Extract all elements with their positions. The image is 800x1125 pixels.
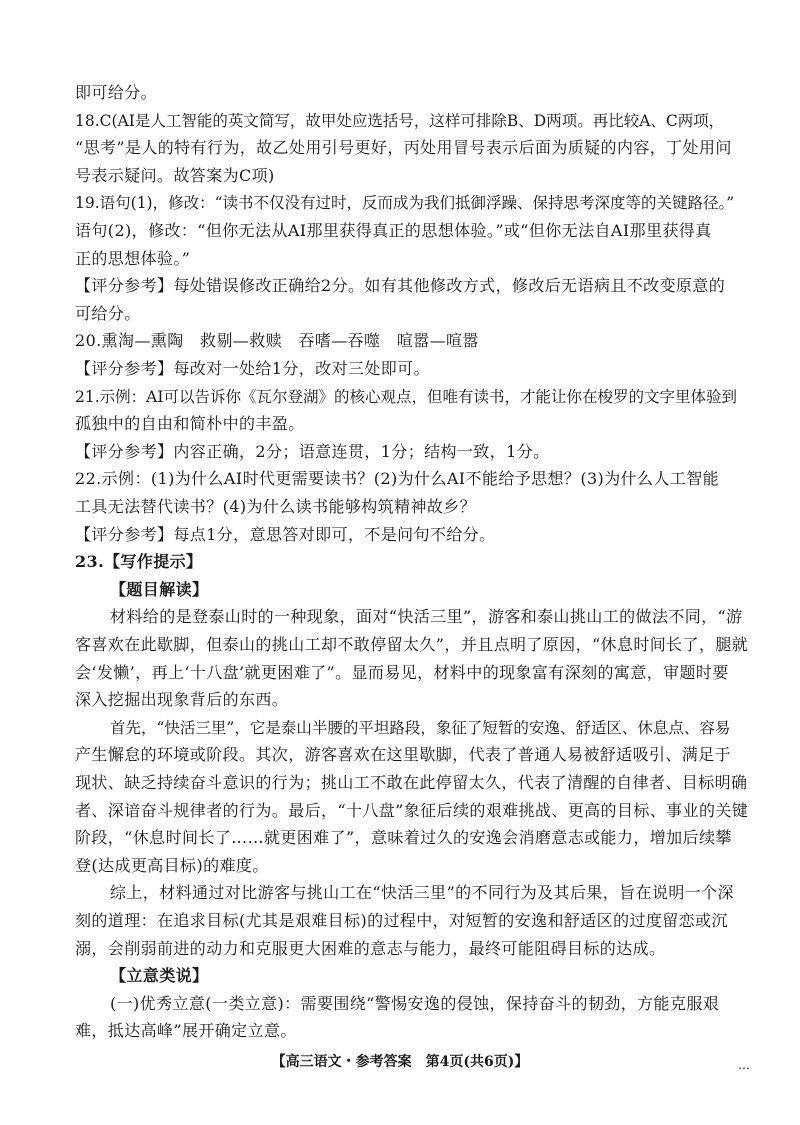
question-18-line: 18.C(AI是人工智能的英文简写，故甲处应选括号，这样可排除B、D两项。再比较A、C两项， — [75, 111, 725, 130]
text-line: 可给分。 — [75, 303, 141, 323]
paragraph-line: 阶段，“休息时间长了……就更困难了”，意味着过久的安逸会消磨意志或能力，增加后续攀 — [75, 828, 732, 848]
text-line: 孤独中的自由和简朴中的丰盈。 — [75, 414, 305, 434]
section-heading: 【题目解读】 — [110, 579, 209, 599]
question-19-line: 19.语句(1)，修改：“读书不仅没有过时，反而成为我们抵御浮躁、保持思考深度等的关键路径。” — [75, 194, 735, 213]
text-line: 工具无法替代读书？(4)为什么读书能够构筑精神故乡？ — [75, 497, 477, 516]
question-21-line: 21.示例：AI可以告诉你《瓦尔登湖》的核心观点，但唯有读书，才能让你在梭罗的文字里体验到 — [75, 387, 737, 406]
paragraph-line: 现状、缺乏持续奋斗意识的行为；挑山工不敢在此停留太久，代表了清醒的自律者、目标明确 — [75, 773, 748, 792]
text-line: 号表示疑问。故答案为C项) — [75, 165, 275, 185]
question-22-line: 22.示例：(1)为什么AI时代更需要读书？(2)为什么AI不能给予思想？(3)为什么人工智能 — [75, 469, 719, 489]
paragraph-line: 者、深谙奋斗规律者的行为。最后，“十八盘”象征后续的艰难挑战、更高的目标、事业的关键 — [75, 800, 749, 820]
footer-mark: … — [738, 1058, 750, 1073]
text-line: 语句(2)，修改：“但你无法从AI那里获得真正的思想体验。”或“但你无法自AI那里获得真 — [75, 221, 712, 240]
text-line: 即可给分。 — [75, 83, 158, 102]
page-footer: 【高三语文・参考答案 第4页(共6页)】 — [271, 1054, 529, 1071]
paragraph-line: 登(达成更高目标)的难度。 — [75, 855, 269, 875]
paragraph-line: 溺，会削弱前进的动力和克服更大困难的意志与能力，最终可能阻碍目标的达成。 — [75, 938, 666, 958]
scoring-note: 【评分参考】内容正确，2分；语意连贯，1分；结构一致，1分。 — [75, 441, 550, 461]
scoring-note: 【评分参考】每改对一处给1分，改对三处即可。 — [75, 359, 430, 378]
question-23-heading: 23.【写作提示】 — [75, 552, 203, 572]
paragraph-line: (一)优秀立意(一类立意)：需要围绕“警惕安逸的侵蚀，保持奋斗的韧劲，方能克服艰 — [110, 993, 720, 1013]
paragraph-line: 产生懈怠的环境或阶段。其次，游客喜欢在这里歇脚，代表了普通人易被舒适吸引、满足于 — [75, 745, 732, 765]
text-line: 正的思想体验。” — [75, 248, 191, 268]
paragraph-line: 刻的道理：在追求目标(尤其是艰难目标)的过程中，对短暂的安逸和舒适区的过度留恋或沉 — [75, 911, 728, 930]
paragraph-line: 难，抵达高峰”展开确定立意。 — [75, 1021, 297, 1041]
paragraph-line: 综上，材料通过对比游客与挑山工在“快活三里”的不同行为及其后果，旨在说明一个深 — [110, 883, 734, 903]
paragraph-line: 深入挖掘出现象背后的东西。 — [75, 690, 289, 710]
paragraph-line: 材料给的是登泰山时的一种现象，面对“快活三里”，游客和泰山挑山工的做法不同，“游 — [110, 607, 743, 627]
question-20-line: 20.熏淘—熏陶 救剔—救赎 吞嗜—吞噬 喧嚣—喧嚣 — [75, 331, 479, 351]
paragraph-line: 首先，“快活三里”，它是泰山半腰的平坦路段，象征了短暂的安逸、舒适区、休息点、容易 — [110, 718, 731, 737]
text-line: “思考”是人的特有行为，故乙处用引号更好，丙处用冒号表示后面为质疑的内容，丁处用问 — [75, 138, 732, 158]
paragraph-line: 会‘发懒’，再上‘十八盘’就更困难了”。显而易见，材料中的现象富有深刻的寓意，审题时要 — [75, 662, 729, 682]
section-heading: 【立意类说】 — [110, 966, 209, 986]
scoring-note: 【评分参考】每点1分，意思答对即可，不是问句不给分。 — [75, 524, 496, 544]
scoring-note: 【评分参考】每处错误修改正确给2分。如有其他修改方式，修改后无语病且不改变原意的 — [75, 276, 726, 296]
paragraph-line: 客喜欢在此歇脚，但泰山的挑山工却不敢停留太久”，并且点明了原因，“休息时间长了，腿就 — [75, 635, 749, 654]
